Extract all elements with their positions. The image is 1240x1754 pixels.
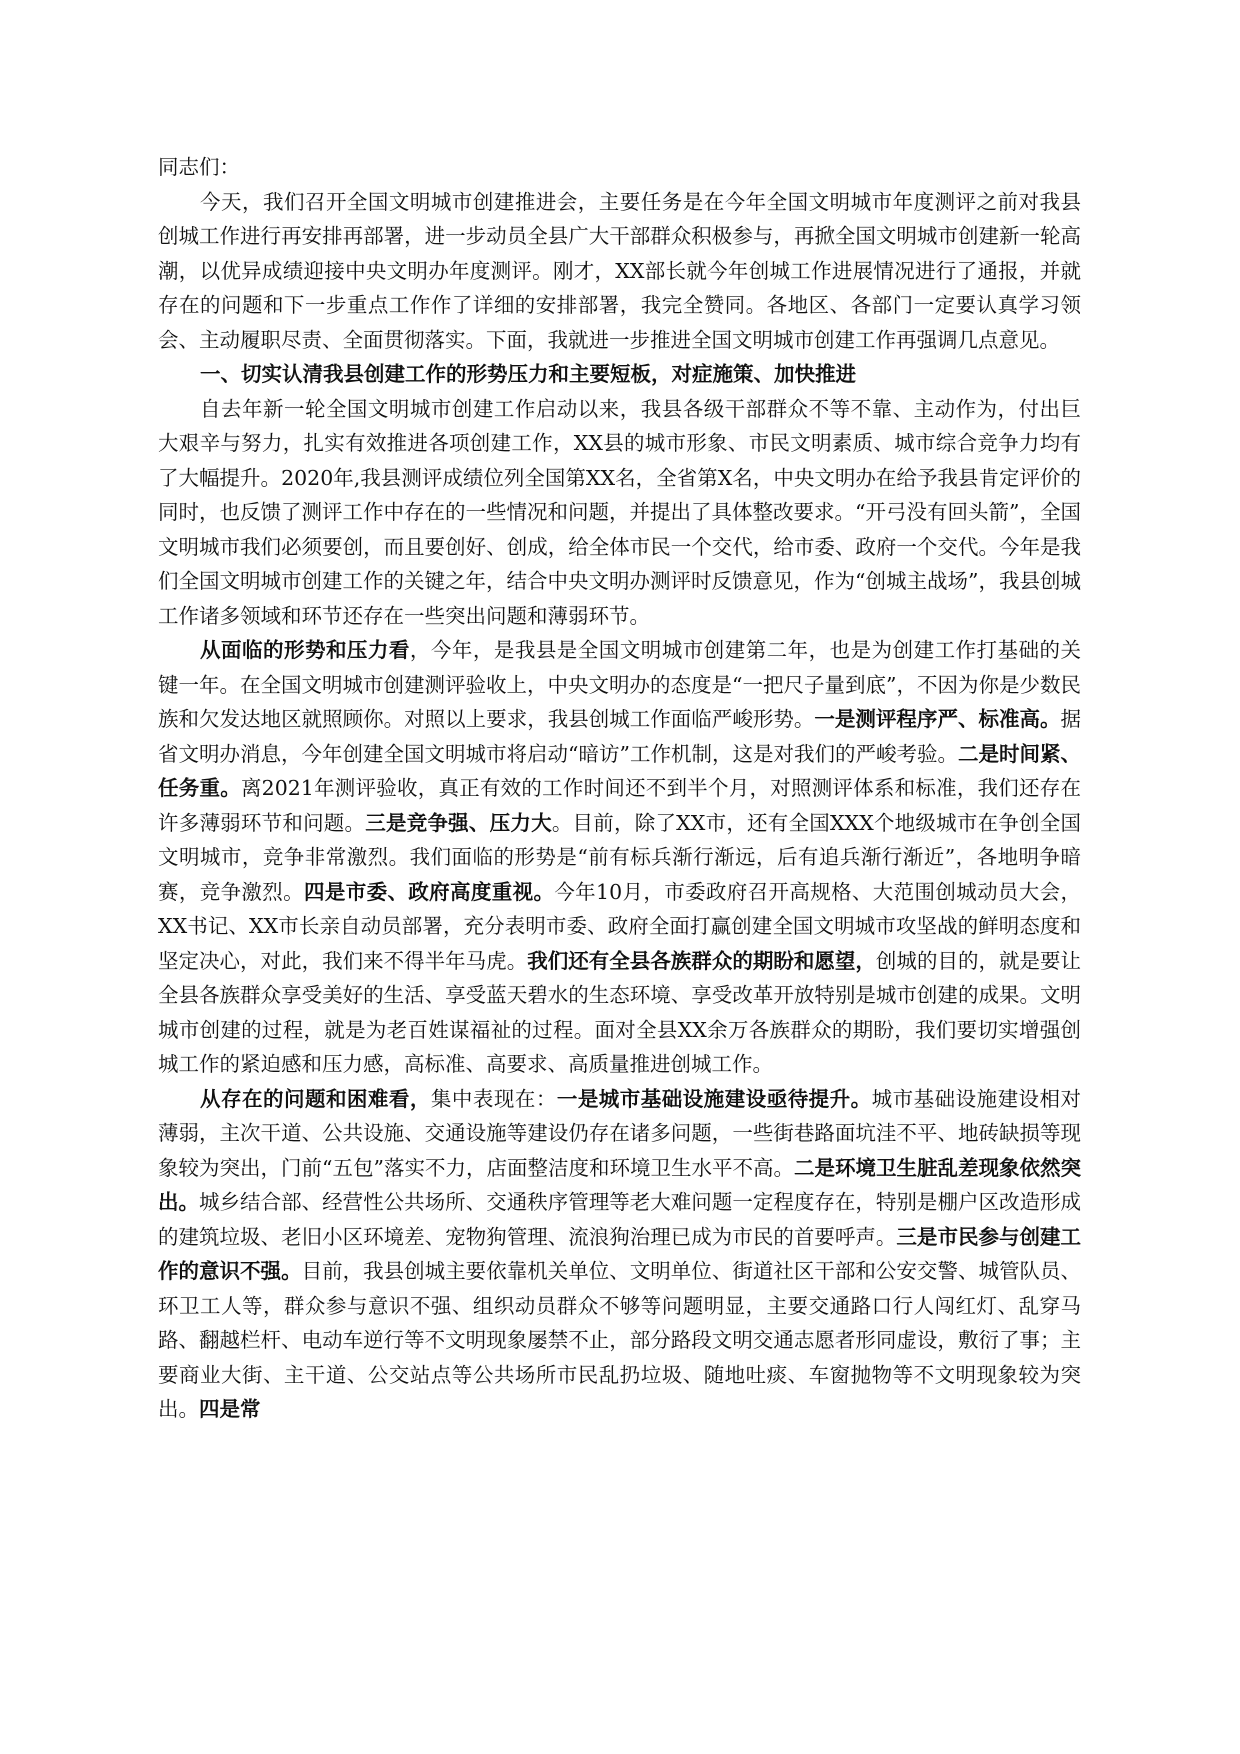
bold-problem-1: 一是城市基础设施建设亟待提升。 bbox=[556, 1086, 872, 1111]
paragraph-problems bbox=[158, 1082, 1081, 1427]
text-pressure-3: 离2021年测评验收，真正有效的工作时间还不到半个月，对照测评体系和标准，我们还存在许多薄弱环节和问题。 bbox=[158, 776, 1081, 835]
bold-point-2: 二是时间紧、任务重。 bbox=[158, 741, 1082, 800]
paragraph-situation: 自去年新一轮全国文明城市创建工作启动以来，我县各级干部群众不等不靠、主动作为，付出巨大艰辛与努力，扎实有效推进各项创建工作，XX县的城市形象、市民文明素质、城市综合竞争力均有了大幅提升。2020年,我县测评成绩位列全国第XX名，全省第X名，中央文明办在给予我县肯定评价的同时，也反馈了测评工作中存在的一些情况和问题，并提出了具体整改要求。“开弓没有回头箭”，全国文明城市我们必须要创，而且要创好、创成，给全体市民一个交代，给市委、政府一个交代。今年是我们全国文明城市创建工作的关键之年，结合中央文明办测评时反馈意见，作为“创城主战场”，我县创城工作诸多领域和环节还存在一些突出问题和薄弱环节。 bbox=[158, 396, 1081, 628]
bold-problem-3: 三是市民参与创建工作的意识不强。 bbox=[158, 1224, 1082, 1283]
salutation: 同志们： bbox=[158, 155, 240, 179]
bold-point-5: 我们还有全县各族群众的期盼和愿望， bbox=[527, 948, 876, 973]
text-problems-1: 集中表现在： bbox=[430, 1086, 557, 1111]
bold-problem-4: 四是常 bbox=[199, 1397, 261, 1421]
bold-lead-pressure: 从面临的形势和压力看 bbox=[200, 638, 410, 662]
bold-point-4: 四是市委、政府高度重视。 bbox=[304, 879, 555, 904]
bold-point-3: 三是竞争强、压力大 bbox=[365, 810, 552, 835]
text-pressure-1: ，今年，是我县是全国文明城市创建第二年，也是为创建工作打基础的关键一年。在全国文明城市创建测评验收上，中央文明办的态度是“一把尺子量到底”，不因为你是少数民族和欠发达地区就照顾你。对照以上要求，我县创城工作面临严峻形势。 bbox=[158, 638, 1081, 731]
intro-paragraph: 今天，我们召开全国文明城市创建推进会，主要任务是在今年全国文明城市年度测评之前对我县创城工作进行再安排再部署，进一步动员全县广大干部群众积极参与，再掀全国文明城市创建新一轮高潮，以优异成绩迎接中央文明办年度测评。刚才，XX部长就今年创城工作进展情况进行了通报，并就存在的问题和下一步重点工作作了详细的安排部署，我完全赞同。各地区、各部门一定要认真学习领会、主动履职尽责、全面贯彻落实。下面，我就进一步推进全国文明城市创建工作再强调几点意见。 bbox=[158, 189, 1081, 352]
bold-problem-2: 二是环境卫生脏乱差现象依然突出。 bbox=[158, 1155, 1081, 1214]
bold-point-1: 一是测评程序严、标准高。 bbox=[814, 707, 1061, 731]
text-pressure-5: 今年10月，市委政府召开高规格、大范围创城动员大会，XX书记、XX市长亲自动员部署，充分表明市委、政府全面打赢创建全国文明城市攻坚战的鲜明态度和坚定决心，对此，我们来不得半年马虎。 bbox=[158, 879, 1082, 973]
paragraph-pressure bbox=[158, 633, 1081, 1082]
text-problems-2: 城市基础设施建设相对薄弱，主次干道、公共设施、交通设施等建设仍存在诸多问题，一些街巷路面坑洼不平、地砖缺损等现象较为突出，门前“五包”落实不力，店面整洁度和环境卫生水平不高。 bbox=[158, 1086, 1082, 1180]
text-problems-3: 城乡结合部、经营性公共场所、交通秩序管理等老大难问题一定程度存在，特别是棚户区改造形成的建筑垃圾、老旧小区环境差、宠物狗管理、流浪狗治理已成为市民的首要呼声。 bbox=[158, 1190, 1082, 1249]
text-pressure-6: 创城的目的，就是要让全县各族群众享受美好的生活、享受蓝天碧水的生态环境、享受改革开放特别是城市创建的成果。文明城市创建的过程，就是为老百姓谋福祉的过程。面对全县XX余万各族群众的期盼，我们要切实增强创城工作的紧迫感和压力感，高标准、高要求、高质量推进创城工作。 bbox=[158, 948, 1082, 1076]
section-heading-1: 一、切实认清我县创建工作的形势压力和主要短板，对症施策、加快推进 bbox=[200, 362, 857, 386]
bold-lead-problems: 从存在的问题和困难看， bbox=[200, 1086, 431, 1111]
text-pressure-2: 据省文明办消息，今年创建全国文明城市将启动“暗访”工作机制，这是对我们的严峻考验。 bbox=[158, 707, 1082, 766]
document-page bbox=[158, 150, 1081, 1427]
text-problems-4: 目前，我县创城主要依靠机关单位、文明单位、街道社区干部和公安交警、城管队员、环卫工人等，群众参与意识不强、组织动员群众不够等问题明显，主要交通路口行人闯红灯、乱穿马路、翻越栏杆、电动车逆行等不文明现象屡禁不止，部分路段文明交通志愿者形同虚设，敷衍了事；主要商业大街、主干道、公交站点等公共场所市民乱扔垃圾、随地吐痰、车窗抛物等不文明现象较为突出。 bbox=[158, 1259, 1082, 1421]
text-pressure-4: 。目前，除了XX市，还有全国XXX个地级城市在争创全国文明城市，竞争非常激烈。我们面临的形势是“前有标兵渐行渐远，后有追兵渐行渐近”，各地明争暗赛，竞争激烈。 bbox=[158, 810, 1081, 904]
